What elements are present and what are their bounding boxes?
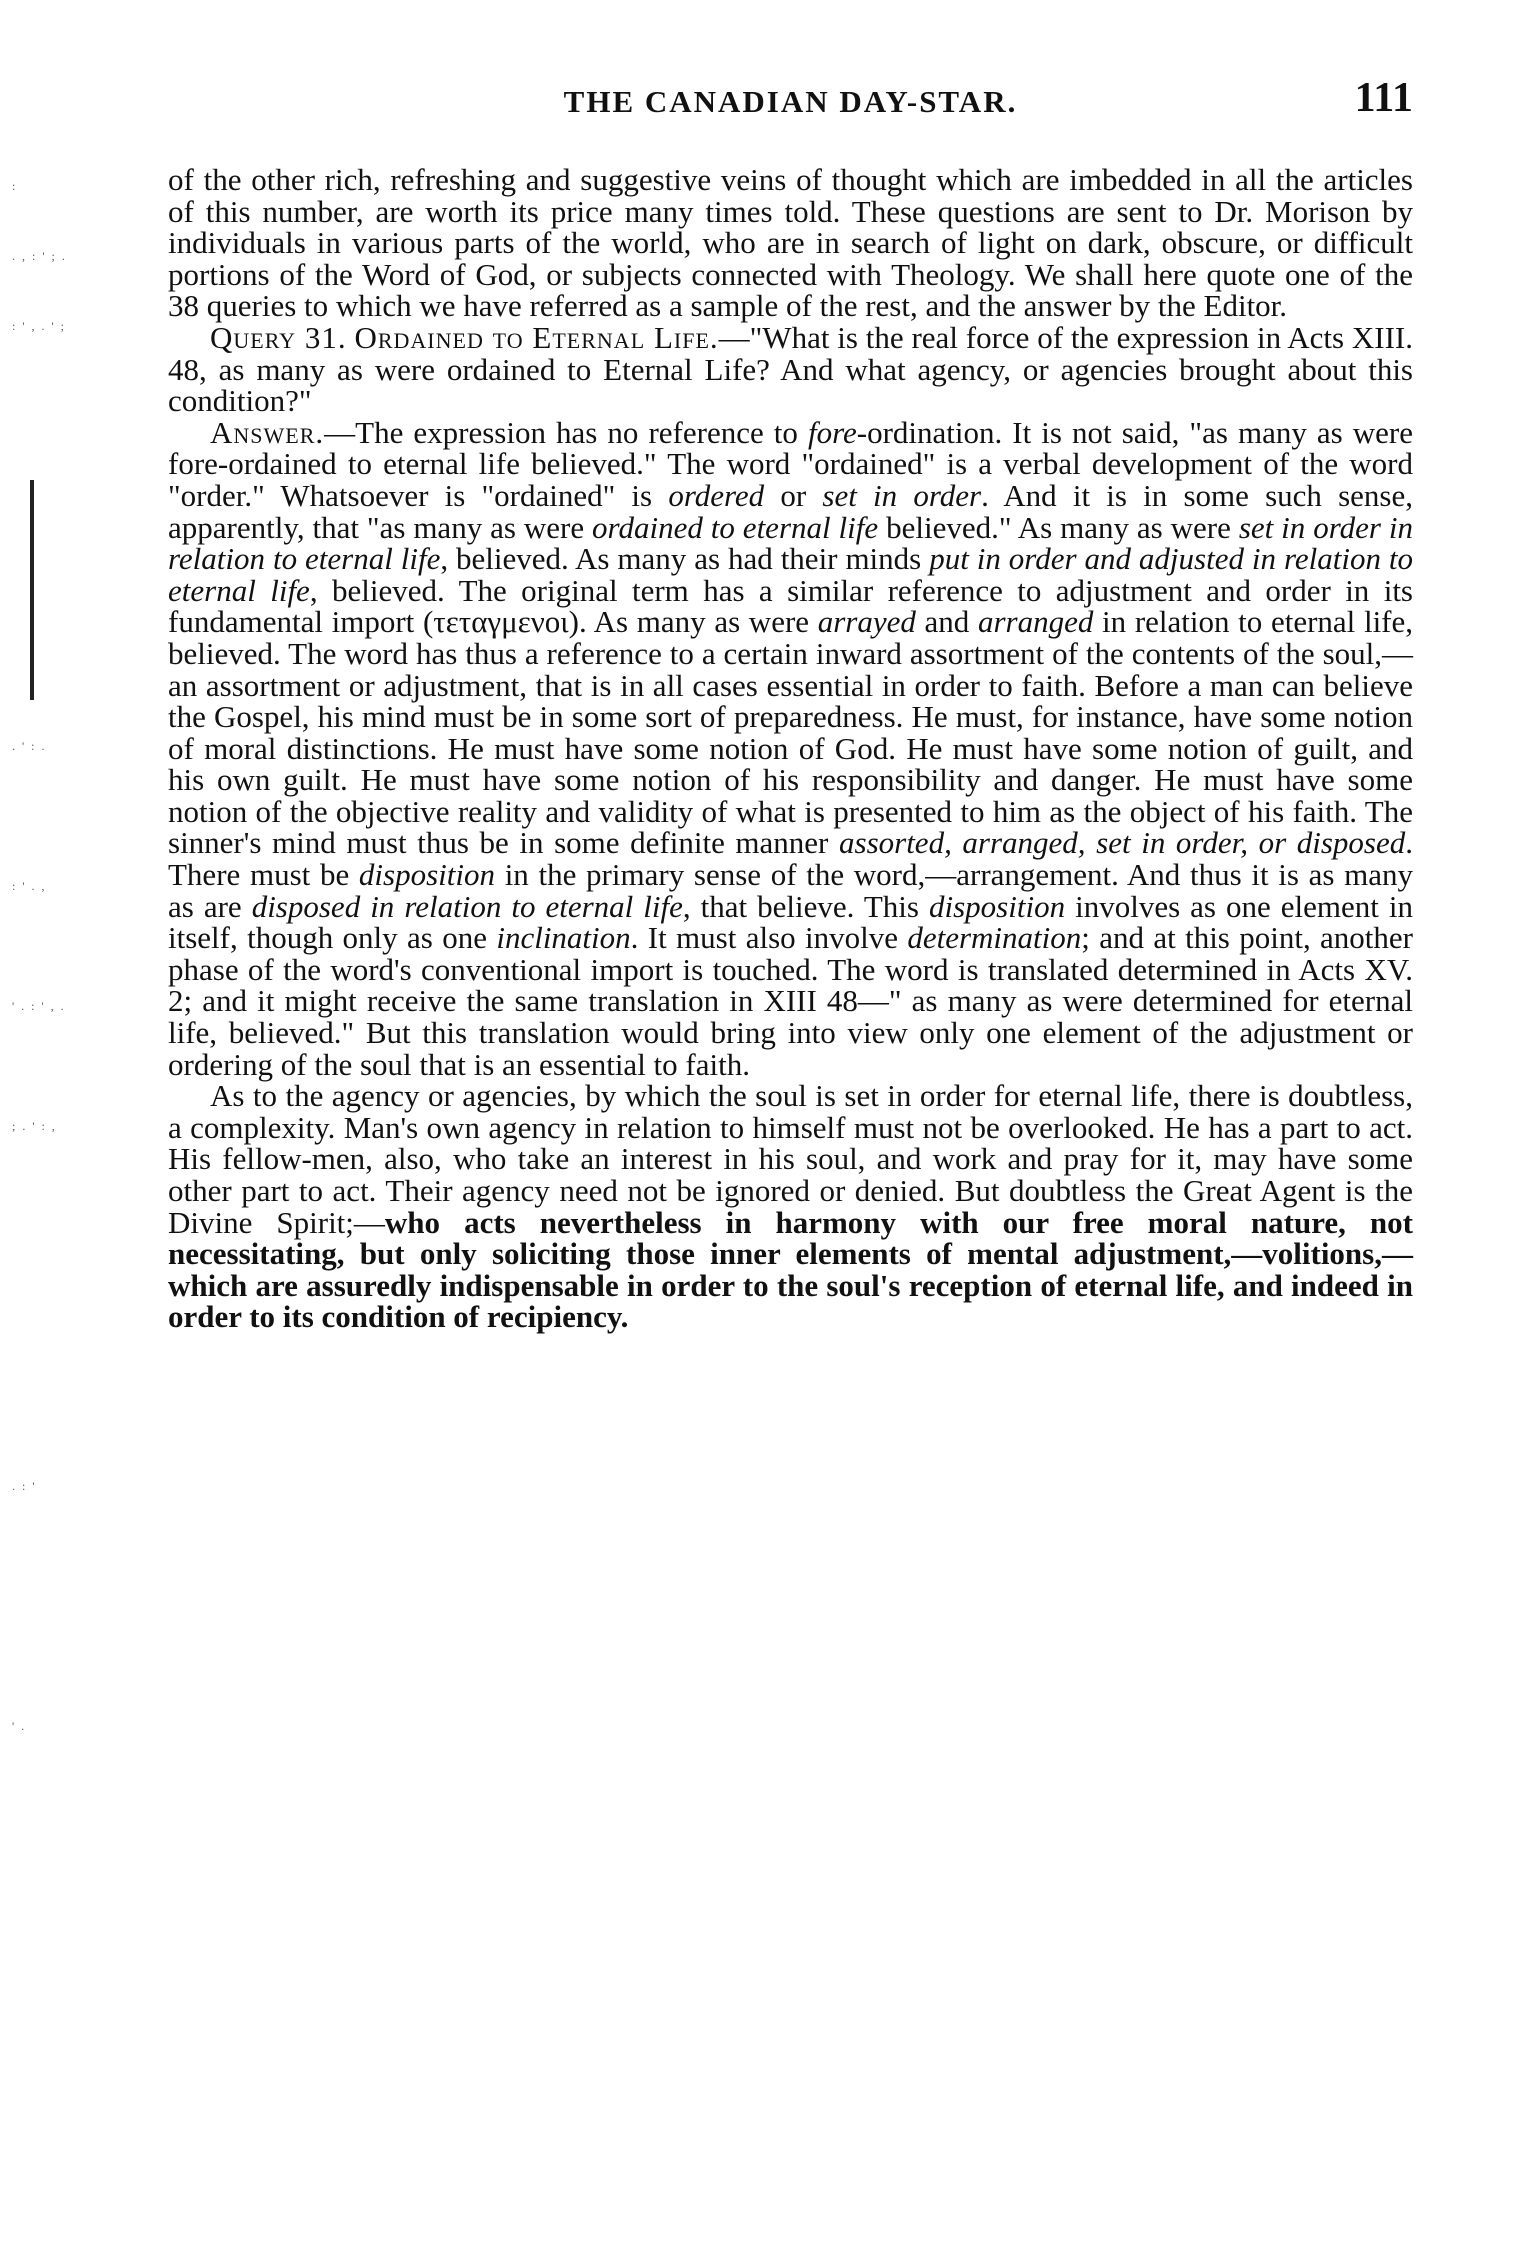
gutter-mark: : ' . , bbox=[12, 879, 47, 893]
answer-text: involves as one element in itself, though only as one bbox=[168, 888, 1413, 956]
answer-text: , believed. As many as had their minds bbox=[440, 541, 930, 577]
answer-emphasis: disposition bbox=[928, 888, 1066, 924]
agency-text-bold: who acts nevertheless in harmony with our free moral nature, not necessitating, but only soliciting those inner elements of mental adjustment,—volitions,—which are assuredly indispensable in order to the soul's reception of eternal life, and indeed in order to its condition of recipiency. bbox=[168, 1204, 1414, 1335]
running-header bbox=[168, 75, 1413, 134]
answer-text: ; and at this point, another phase of the word's conventional import is touched. The word is translated determined in Acts XV. 2; and it might receive the same translation in XIII 48—" as many as were determined for eternal life, believed." But this translation would bring into view only one element of the adjustment or ordering of the soul that is an essential to faith. bbox=[168, 920, 1414, 1082]
answer-emphasis: set in order bbox=[822, 477, 982, 513]
answer-emphasis: fore bbox=[807, 414, 857, 450]
answer-text: or bbox=[764, 477, 823, 513]
answer-emphasis: disposed in relation to eternal life bbox=[251, 888, 683, 924]
gutter-mark: : bbox=[12, 179, 18, 193]
gutter-mark: . , : ' ; . bbox=[12, 249, 67, 263]
query-heading: Ordained to Eternal Life. bbox=[354, 319, 719, 355]
paragraph-query bbox=[168, 319, 1413, 419]
answer-text: —The expression has no reference to bbox=[324, 414, 808, 450]
agency-text: As to the agency or agencies, by which the soul is set in order for eternal life, there is doubtless, a complexity. Man's own agency in relation to himself must not be overlooked. He has a part to act. His fellow-men, also, who take an interest in his soul, and work and pray for it, may have some other part to act. Their agency need not be ignored or denied. But doubtless the Great Agent is the Divine Spirit;— bbox=[168, 1078, 1413, 1240]
gutter-mark: ' . bbox=[12, 1719, 27, 1733]
answer-text: in the primary sense of the word,—arrangement. And thus it is as many as are bbox=[168, 857, 1414, 924]
answer-text: . And it is in some such sense, apparently, that "as many as were bbox=[168, 477, 1413, 545]
answer-emphasis: disposition bbox=[358, 857, 495, 893]
query-text: —"What is the real force of the expression in Acts XIII. 48, as many as were ordained to Eternal Life? And what agency, or agencies brought about this condition?" bbox=[168, 319, 1413, 419]
paragraph-intro: of the other rich, refreshing and suggestive veins of thought which are imbedded in all the articles of this number, are worth its price many times told. These questions are sent to Dr. Morison by individuals in various parts of the world, who are in search of light on dark, obscure, or difficult portions of the Word of God, or subjects connected with Theology. We shall here quote one of the 38 queries to which we have referred as a sample of the rest, and the answer by the Editor. bbox=[168, 162, 1413, 324]
gutter-mark: : ' , . ' ; bbox=[12, 319, 66, 333]
answer-text: and bbox=[915, 604, 978, 640]
answer-emphasis: determination bbox=[907, 920, 1082, 956]
page-number: 111 bbox=[1354, 75, 1413, 121]
answer-emphasis: set in order in relation to eternal life bbox=[168, 509, 1414, 577]
gutter-mark: ; . ' : , bbox=[12, 1119, 57, 1133]
gutter-mark: . ' : . bbox=[12, 739, 47, 753]
answer-emphasis: inclination bbox=[496, 920, 631, 956]
answer-emphasis: ordered bbox=[668, 477, 765, 513]
gutter-scan-marks bbox=[12, 179, 67, 1740]
answer-emphasis: arranged bbox=[977, 604, 1094, 640]
query-label: Query 31. bbox=[210, 319, 347, 355]
answer-emphasis: ordained to eternal life bbox=[592, 509, 879, 545]
paragraph-agency bbox=[168, 1080, 1413, 1333]
gutter-rule-mark bbox=[30, 480, 44, 700]
answer-text: , that believe. This bbox=[682, 888, 929, 924]
article-body bbox=[168, 164, 1413, 1333]
answer-emphasis: put in order and adjusted in relation to eternal life bbox=[168, 541, 1414, 608]
answer-emphasis: arrayed bbox=[817, 604, 916, 640]
answer-text: believed." As many as were bbox=[878, 509, 1239, 545]
answer-text: in relation to eternal life, believed. The word has thus a reference to a certain inward assortment of the contents of the soul,—an assortment or adjustment, that is in all cases essential in order to faith. Before a man can believe the Gospel, his mind must be in some sort of preparedness. He must, for instance, have some notion of moral distinctions. He must have some notion of God. He must have some notion of guilt, and his own guilt. He must have some notion of his responsibility and danger. He must have some notion of the objective reality and validity of what is presented to him as the object of his faith. The sinner's mind must thus be in some definite manner bbox=[168, 604, 1414, 861]
gutter-mark: . : ' bbox=[12, 1479, 37, 1493]
running-title: THE CANADIAN DAY-STAR. bbox=[563, 84, 1018, 119]
answer-text: . It must also involve bbox=[630, 920, 908, 956]
answer-label: Answer. bbox=[210, 414, 325, 450]
answer-text: , believed. The original term has a similar reference to adjustment and order in its fundamental import (τεταγμενοι). As many as were bbox=[168, 572, 1413, 640]
paragraph-answer bbox=[168, 414, 1414, 1082]
answer-text: -ordination. It is not said, "as many as were fore-ordained to eternal life believed." The word "ordained" is a verbal development of the word "order." Whatsoever is "ordained" is bbox=[168, 414, 1413, 513]
gutter-mark: ' . : ' , . bbox=[12, 999, 66, 1013]
answer-emphasis: assorted, arranged, set in order, or disposed bbox=[839, 825, 1406, 861]
answer-text: . There must be bbox=[168, 825, 1413, 893]
